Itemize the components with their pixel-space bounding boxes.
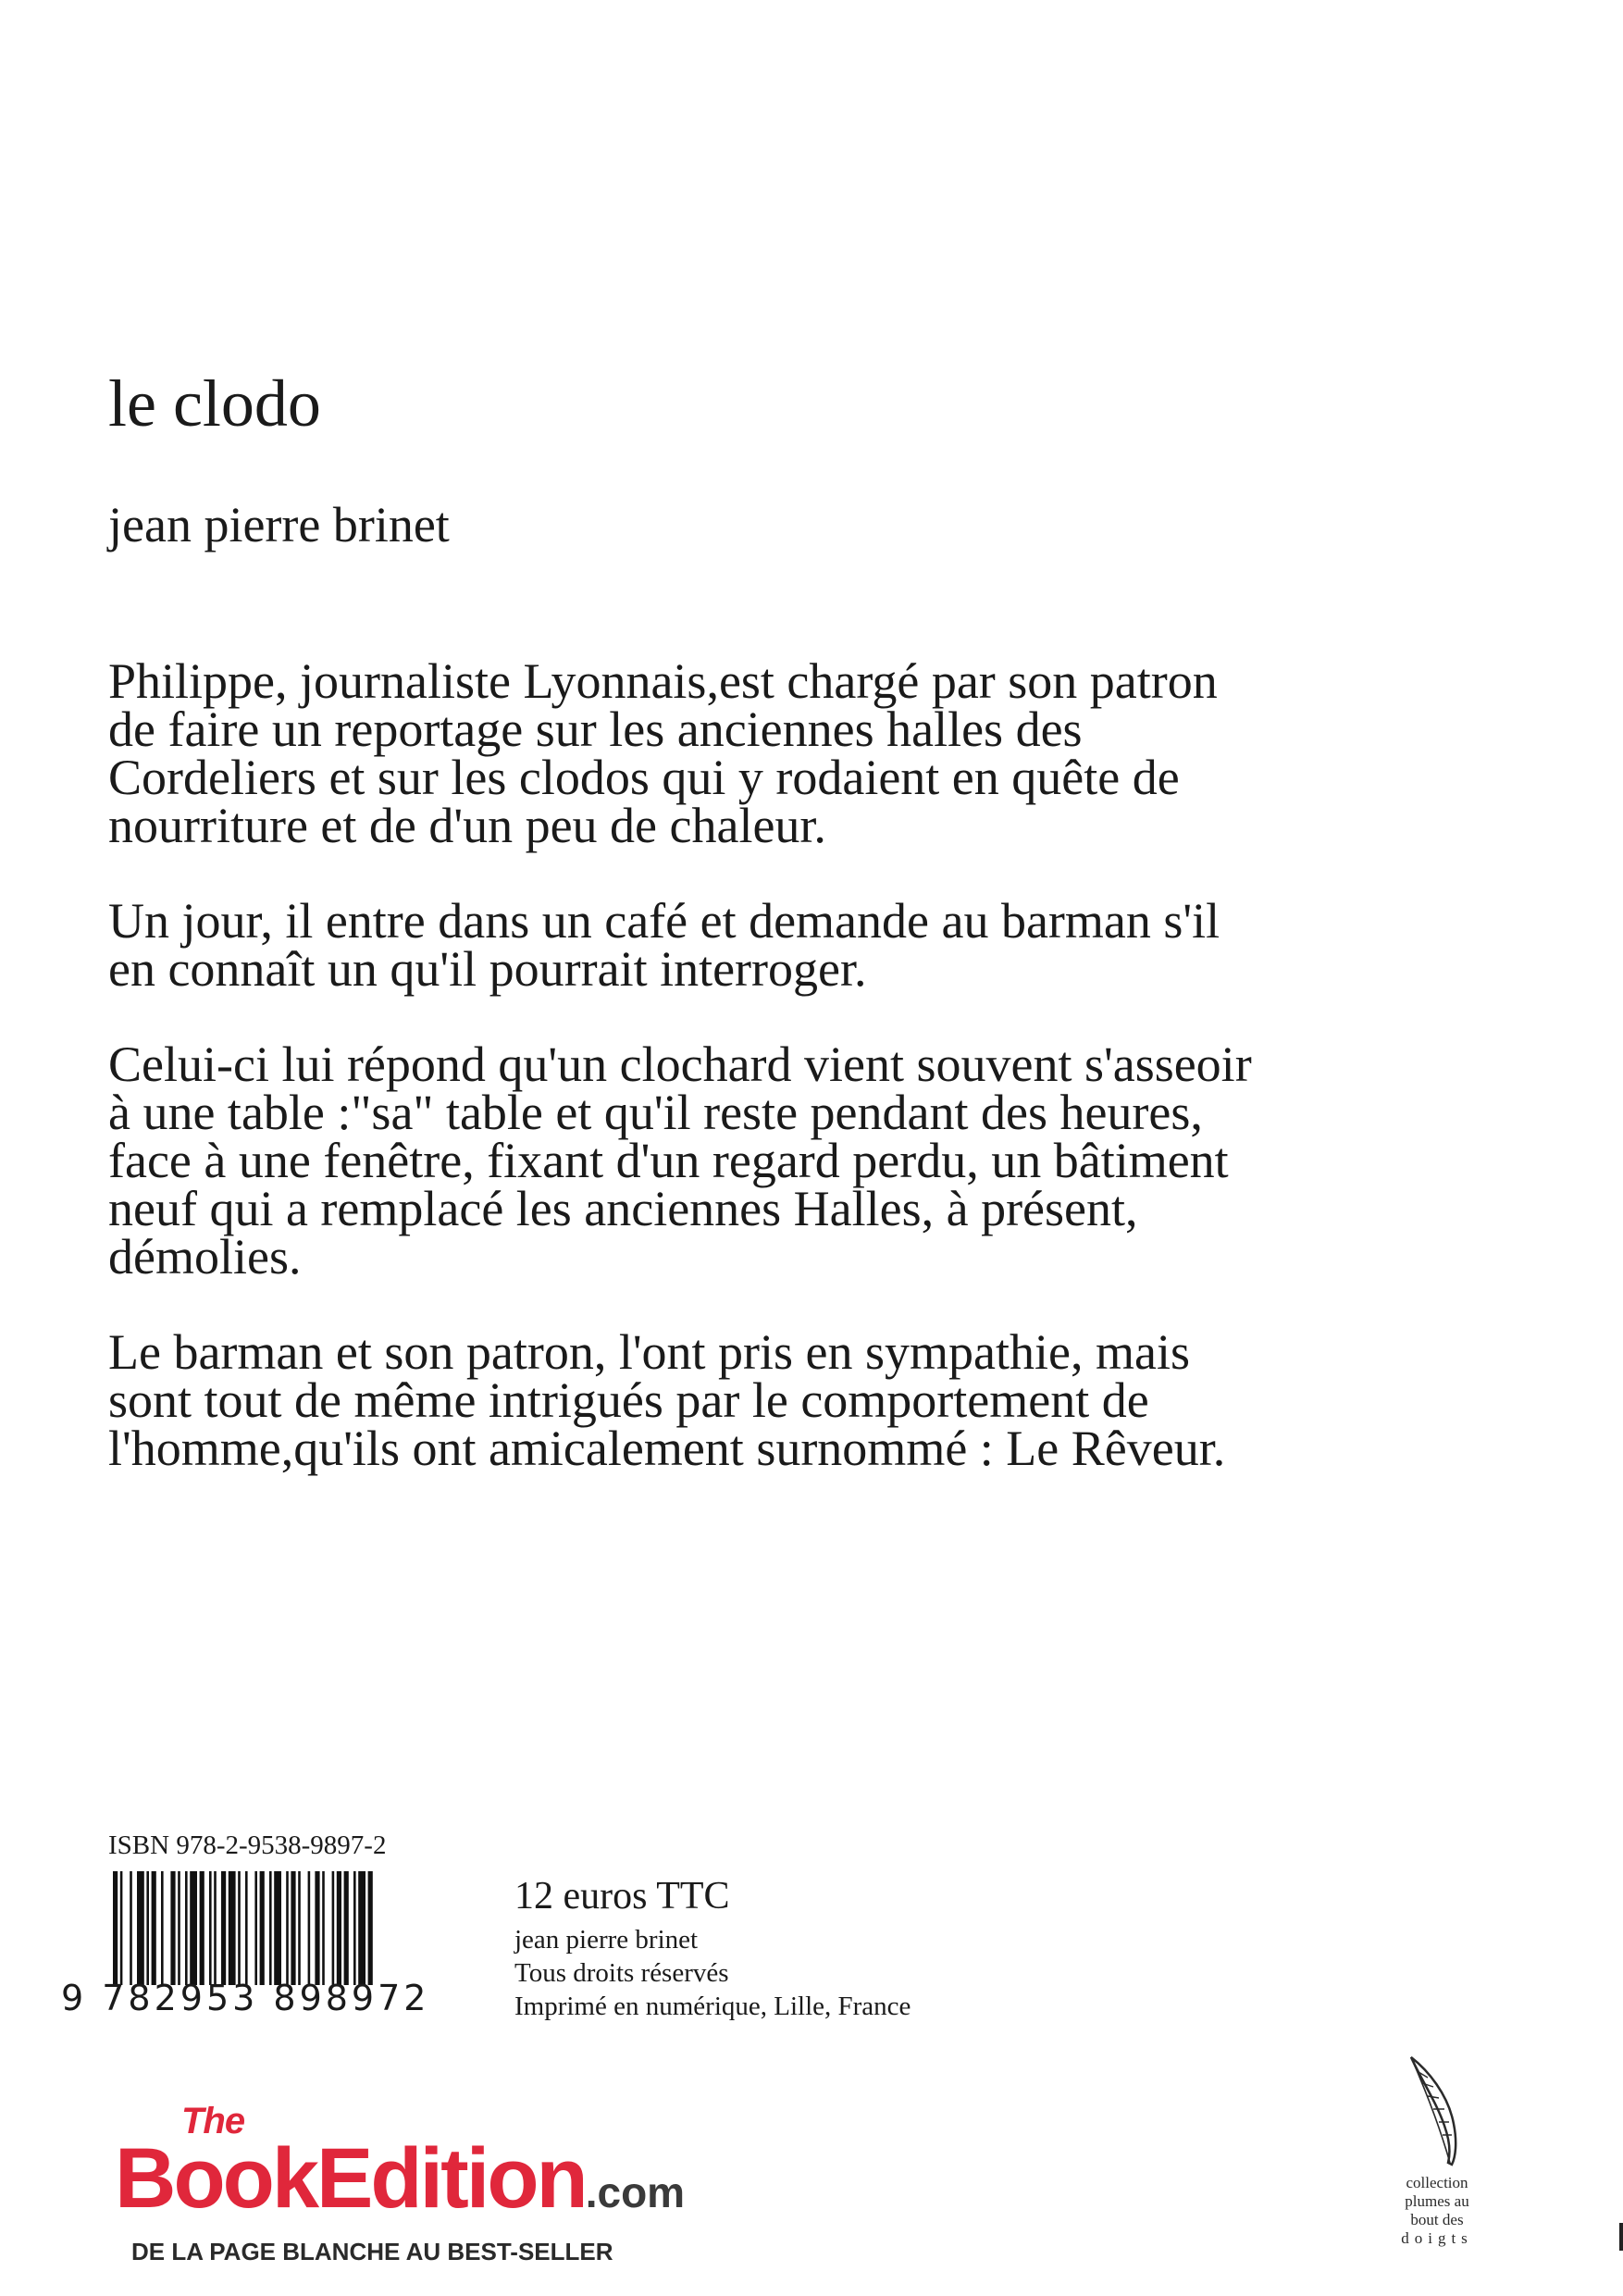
- barcode-bar: [332, 1871, 335, 1985]
- barcode-bar: [368, 1871, 373, 1985]
- barcode-bar: [260, 1871, 265, 1985]
- barcode-bar: [274, 1871, 281, 1985]
- barcode-bar: [322, 1871, 325, 1985]
- barcode-bar: [298, 1871, 301, 1985]
- collection-mark: [1377, 2050, 1497, 2248]
- barcode-bar: [130, 1871, 132, 1985]
- barcode-bar: [358, 1871, 365, 1985]
- logo-tagline: DE LA PAGE BLANCHE AU BEST-SELLER: [131, 2238, 613, 2265]
- blurb-paragraph: Un jour, il entre dans un café et demande au barman s'il en connaît un qu'il pourrait interroger.: [108, 893, 1220, 997]
- barcode-bar: [245, 1871, 248, 1985]
- barcode-bar: [337, 1871, 341, 1985]
- barcode-digits: 9 782953 898972: [61, 1978, 430, 2018]
- barcode-bar: [269, 1871, 272, 1985]
- collection-line: bout des: [1410, 2211, 1464, 2228]
- logo-the: The: [181, 2101, 245, 2141]
- barcode-bar: [146, 1871, 149, 1985]
- collection-text: [1377, 2174, 1497, 2248]
- trim-mark: [1619, 2223, 1623, 2251]
- barcode-bar: [286, 1871, 289, 1985]
- back-cover-blurb: [108, 653, 1256, 1520]
- legal-info: [514, 1923, 911, 2023]
- barcode-bar: [113, 1871, 118, 1985]
- feather-icon: [1400, 2050, 1474, 2170]
- logo-brand: [115, 2131, 686, 2226]
- barcode-bar: [200, 1871, 204, 1985]
- barcode-bar: [161, 1871, 164, 1985]
- barcode-bar: [308, 1871, 311, 1985]
- legal-rights: Tous droits réservés: [514, 1958, 729, 1988]
- collection-line: plumes au: [1405, 2192, 1469, 2210]
- barcode-bar: [170, 1871, 175, 1985]
- book-author: jean pierre brinet: [108, 497, 450, 552]
- barcode-bar: [221, 1871, 226, 1985]
- barcode-bar: [229, 1871, 236, 1985]
- barcode-bar: [185, 1871, 188, 1985]
- barcode-bar: [152, 1871, 156, 1985]
- barcode-bar: [214, 1871, 217, 1985]
- collection-line: doigts: [1401, 2229, 1473, 2247]
- legal-author: jean pierre brinet: [514, 1925, 699, 1955]
- blurb-paragraph: Le barman et son patron, l'ont pris en sympathie, mais sont tout de même intrigués par le comportement de l'homme,qu'ils ont amicalement surnommé : Le Rêveur.: [108, 1324, 1226, 1476]
- book-title: le clodo: [108, 366, 321, 441]
- barcode-bar: [238, 1871, 241, 1985]
- barcode: [61, 1871, 453, 2016]
- isbn-label: ISBN 978-2-9538-9897-2: [108, 1831, 387, 1860]
- legal-printed: Imprimé en numérique, Lille, France: [514, 1992, 911, 2021]
- barcode-bar: [137, 1871, 144, 1985]
- blurb-paragraph: Philippe, journaliste Lyonnais,est chargé par son patron de faire un reportage sur les anciennes halles des Cordeliers et sur les clodos qui y rodaient en quête de nourriture et de d'un peu de chaleur.: [108, 653, 1218, 853]
- barcode-bar: [190, 1871, 197, 1985]
- barcode-bar: [254, 1871, 257, 1985]
- barcode-bar: [353, 1871, 356, 1985]
- barcode-bar: [315, 1871, 319, 1985]
- barcode-bar: [209, 1871, 212, 1985]
- barcode-bar: [120, 1871, 123, 1985]
- barcode-bar: [291, 1871, 295, 1985]
- logo-brand-text: BookEdition: [115, 2131, 586, 2226]
- blurb-paragraph: Celui-ci lui répond qu'un clochard vient souvent s'asseoir à une table :"sa" table et qu'il reste pendant des heures, face à une fenêtre, fixant d'un regard perdu, un bâtiment neuf qui a remplacé les anciennes Halles, à présent, démolies.: [108, 1036, 1252, 1285]
- barcode-bars: [113, 1871, 452, 1985]
- logo-domain: .com: [585, 2168, 686, 2216]
- publisher-logo: [115, 2101, 686, 2277]
- collection-line: collection: [1406, 2174, 1468, 2191]
- barcode-bar: [344, 1871, 349, 1985]
- barcode-bar: [178, 1871, 180, 1985]
- price: 12 euros TTC: [514, 1875, 730, 1917]
